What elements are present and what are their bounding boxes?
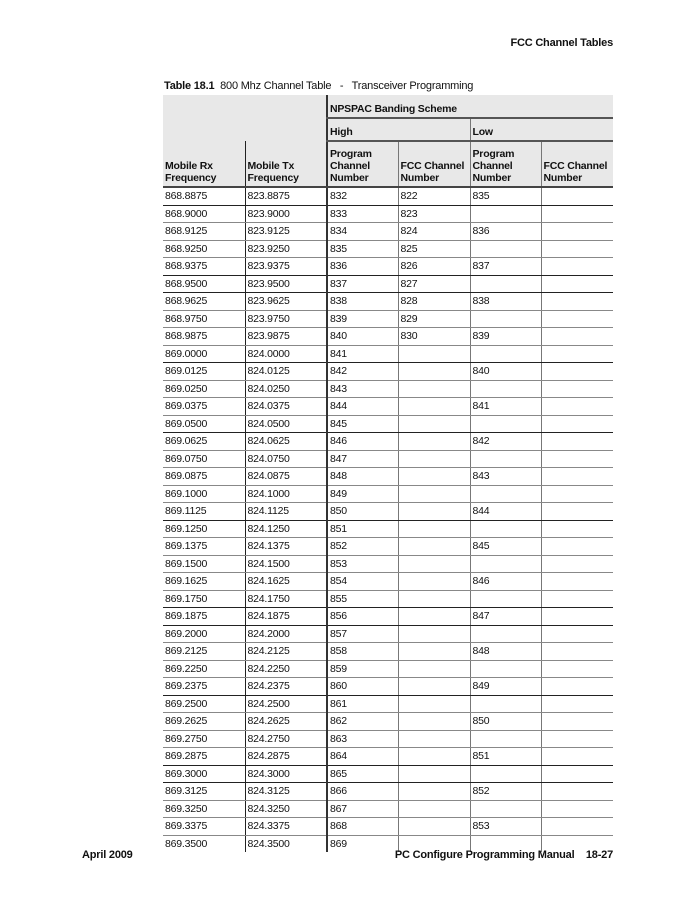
cell-low-program-channel	[470, 730, 541, 748]
cell-low-program-channel	[470, 555, 541, 573]
cell-high-program-channel: 861	[327, 695, 398, 713]
cell-mobile-rx: 869.1125	[163, 503, 245, 521]
table-row	[163, 748, 613, 766]
cell-low-fcc-channel	[541, 783, 613, 801]
cell-mobile-tx: 824.2750	[245, 730, 327, 748]
cell-low-fcc-channel	[541, 748, 613, 766]
cell-mobile-rx: 869.2000	[163, 625, 245, 643]
cell-high-fcc-channel	[398, 450, 470, 468]
cell-high-program-channel: 858	[327, 643, 398, 661]
cell-mobile-rx: 869.1000	[163, 485, 245, 503]
cell-mobile-tx: 824.2375	[245, 678, 327, 696]
cell-low-fcc-channel	[541, 590, 613, 608]
cell-low-program-channel: 840	[470, 363, 541, 381]
table-row	[163, 520, 613, 538]
cell-high-program-channel: 845	[327, 415, 398, 433]
header-high-fcc-channel-number: FCC Channel Number	[398, 141, 470, 187]
cell-low-fcc-channel	[541, 415, 613, 433]
cell-mobile-rx: 869.2125	[163, 643, 245, 661]
cell-mobile-tx: 823.8875	[245, 187, 327, 205]
cell-high-fcc-channel	[398, 590, 470, 608]
cell-high-program-channel: 869	[327, 835, 398, 852]
table-row	[163, 398, 613, 416]
header-mobile-rx-frequency: Mobile Rx Frequency	[163, 141, 245, 187]
cell-low-fcc-channel	[541, 660, 613, 678]
cell-low-fcc-channel	[541, 485, 613, 503]
table-caption	[164, 80, 473, 92]
cell-high-fcc-channel	[398, 468, 470, 486]
cell-low-fcc-channel	[541, 293, 613, 311]
cell-low-fcc-channel	[541, 205, 613, 223]
cell-mobile-tx: 824.0375	[245, 398, 327, 416]
cell-high-program-channel: 865	[327, 765, 398, 783]
table-row	[163, 538, 613, 556]
cell-high-fcc-channel	[398, 625, 470, 643]
cell-mobile-tx: 824.2625	[245, 713, 327, 731]
cell-high-program-channel: 853	[327, 555, 398, 573]
cell-low-fcc-channel	[541, 345, 613, 363]
cell-low-fcc-channel	[541, 678, 613, 696]
cell-low-fcc-channel	[541, 380, 613, 398]
cell-mobile-tx: 824.0750	[245, 450, 327, 468]
cell-low-fcc-channel	[541, 625, 613, 643]
cell-mobile-tx: 823.9125	[245, 223, 327, 241]
cell-high-fcc-channel	[398, 660, 470, 678]
cell-low-program-channel: 837	[470, 258, 541, 276]
cell-mobile-tx: 824.1500	[245, 555, 327, 573]
cell-high-fcc-channel	[398, 363, 470, 381]
cell-mobile-rx: 869.0000	[163, 345, 245, 363]
cell-high-fcc-channel: 823	[398, 205, 470, 223]
cell-low-program-channel: 838	[470, 293, 541, 311]
cell-low-program-channel: 850	[470, 713, 541, 731]
cell-high-program-channel: 839	[327, 310, 398, 328]
cell-low-program-channel	[470, 380, 541, 398]
cell-mobile-rx: 869.0125	[163, 363, 245, 381]
cell-mobile-tx: 824.1375	[245, 538, 327, 556]
table-row	[163, 468, 613, 486]
cell-high-fcc-channel: 827	[398, 275, 470, 293]
cell-high-program-channel: 860	[327, 678, 398, 696]
cell-high-program-channel: 843	[327, 380, 398, 398]
cell-mobile-tx: 823.9250	[245, 240, 327, 258]
cell-high-fcc-channel: 822	[398, 187, 470, 205]
cell-low-program-channel: 845	[470, 538, 541, 556]
cell-high-program-channel: 866	[327, 783, 398, 801]
cell-low-fcc-channel	[541, 223, 613, 241]
table-row	[163, 223, 613, 241]
cell-high-program-channel: 836	[327, 258, 398, 276]
cell-low-program-channel: 836	[470, 223, 541, 241]
cell-high-program-channel: 864	[327, 748, 398, 766]
cell-high-program-channel: 851	[327, 520, 398, 538]
table-row	[163, 415, 613, 433]
table-row	[163, 818, 613, 836]
table-row	[163, 503, 613, 521]
table-row	[163, 678, 613, 696]
cell-mobile-tx: 823.9875	[245, 328, 327, 346]
cell-high-fcc-channel	[398, 678, 470, 696]
cell-mobile-rx: 869.0250	[163, 380, 245, 398]
cell-low-program-channel: 842	[470, 433, 541, 451]
cell-low-fcc-channel	[541, 538, 613, 556]
cell-low-program-channel: 843	[470, 468, 541, 486]
table-row	[163, 310, 613, 328]
cell-mobile-tx: 824.3000	[245, 765, 327, 783]
cell-low-program-channel: 849	[470, 678, 541, 696]
table-row	[163, 433, 613, 451]
cell-low-program-channel	[470, 205, 541, 223]
cell-low-program-channel: 853	[470, 818, 541, 836]
cell-mobile-rx: 869.1625	[163, 573, 245, 591]
header-low-fcc-channel-number: FCC Channel Number	[541, 141, 613, 187]
cell-mobile-rx: 869.2250	[163, 660, 245, 678]
cell-high-program-channel: 847	[327, 450, 398, 468]
cell-mobile-tx: 824.0875	[245, 468, 327, 486]
cell-mobile-rx: 869.2750	[163, 730, 245, 748]
cell-low-program-channel: 844	[470, 503, 541, 521]
cell-high-fcc-channel: 828	[398, 293, 470, 311]
table-row	[163, 713, 613, 731]
cell-mobile-rx: 868.9125	[163, 223, 245, 241]
header-low: Low	[470, 118, 613, 141]
table-row	[163, 345, 613, 363]
cell-mobile-rx: 869.1375	[163, 538, 245, 556]
cell-mobile-rx: 868.9000	[163, 205, 245, 223]
cell-low-program-channel: 846	[470, 573, 541, 591]
cell-high-program-channel: 846	[327, 433, 398, 451]
cell-low-fcc-channel	[541, 310, 613, 328]
cell-high-program-channel: 857	[327, 625, 398, 643]
cell-high-fcc-channel	[398, 765, 470, 783]
cell-mobile-rx: 869.3250	[163, 800, 245, 818]
cell-low-program-channel: 847	[470, 608, 541, 626]
cell-mobile-rx: 869.2500	[163, 695, 245, 713]
cell-high-program-channel: 849	[327, 485, 398, 503]
cell-mobile-rx: 869.1750	[163, 590, 245, 608]
cell-mobile-tx: 824.2250	[245, 660, 327, 678]
cell-low-program-channel	[470, 240, 541, 258]
table-row	[163, 555, 613, 573]
cell-mobile-rx: 868.9500	[163, 275, 245, 293]
table-row	[163, 293, 613, 311]
cell-mobile-tx: 824.1750	[245, 590, 327, 608]
cell-low-fcc-channel	[541, 450, 613, 468]
table-row	[163, 783, 613, 801]
table-caption-text: 800 Mhz Channel Table - Transceiver Programming	[214, 80, 474, 92]
cell-mobile-rx: 869.0625	[163, 433, 245, 451]
cell-low-program-channel: 851	[470, 748, 541, 766]
cell-low-fcc-channel	[541, 503, 613, 521]
table-row	[163, 608, 613, 626]
cell-low-fcc-channel	[541, 608, 613, 626]
cell-low-program-channel	[470, 485, 541, 503]
cell-mobile-tx: 824.1000	[245, 485, 327, 503]
cell-high-program-channel: 832	[327, 187, 398, 205]
table-row	[163, 695, 613, 713]
running-head: FCC Channel Tables	[510, 37, 613, 49]
cell-low-program-channel	[470, 695, 541, 713]
table-row	[163, 187, 613, 205]
cell-high-fcc-channel	[398, 643, 470, 661]
cell-low-fcc-channel	[541, 187, 613, 205]
table-row	[163, 258, 613, 276]
cell-low-fcc-channel	[541, 573, 613, 591]
table-row	[163, 380, 613, 398]
cell-mobile-rx: 868.9625	[163, 293, 245, 311]
cell-high-program-channel: 837	[327, 275, 398, 293]
cell-high-program-channel: 868	[327, 818, 398, 836]
cell-high-fcc-channel: 826	[398, 258, 470, 276]
cell-mobile-tx: 824.1625	[245, 573, 327, 591]
cell-high-program-channel: 848	[327, 468, 398, 486]
cell-low-program-channel	[470, 660, 541, 678]
cell-mobile-rx: 869.0875	[163, 468, 245, 486]
cell-mobile-rx: 869.3000	[163, 765, 245, 783]
cell-mobile-tx: 823.9375	[245, 258, 327, 276]
cell-high-fcc-channel	[398, 485, 470, 503]
cell-mobile-rx: 869.1500	[163, 555, 245, 573]
table-row	[163, 363, 613, 381]
cell-low-fcc-channel	[541, 765, 613, 783]
cell-low-program-channel	[470, 625, 541, 643]
cell-mobile-tx: 824.3500	[245, 835, 327, 852]
cell-mobile-tx: 824.1250	[245, 520, 327, 538]
cell-mobile-tx: 824.2875	[245, 748, 327, 766]
cell-mobile-tx: 823.9750	[245, 310, 327, 328]
cell-low-program-channel: 852	[470, 783, 541, 801]
cell-high-fcc-channel	[398, 748, 470, 766]
cell-low-program-channel	[470, 450, 541, 468]
cell-low-fcc-channel	[541, 520, 613, 538]
table-caption-label: Table 18.1	[164, 80, 215, 92]
cell-high-program-channel: 852	[327, 538, 398, 556]
cell-mobile-tx: 824.1875	[245, 608, 327, 626]
cell-high-fcc-channel	[398, 433, 470, 451]
cell-low-fcc-channel	[541, 818, 613, 836]
cell-mobile-rx: 869.3375	[163, 818, 245, 836]
cell-high-fcc-channel: 830	[398, 328, 470, 346]
cell-low-program-channel: 835	[470, 187, 541, 205]
table-row	[163, 240, 613, 258]
cell-high-fcc-channel	[398, 415, 470, 433]
cell-high-fcc-channel: 829	[398, 310, 470, 328]
cell-mobile-tx: 824.0250	[245, 380, 327, 398]
cell-high-fcc-channel	[398, 695, 470, 713]
header-mobile-tx-frequency: Mobile Tx Frequency	[245, 141, 327, 187]
cell-mobile-tx: 823.9500	[245, 275, 327, 293]
cell-mobile-tx: 823.9625	[245, 293, 327, 311]
cell-mobile-tx: 824.3250	[245, 800, 327, 818]
cell-mobile-tx: 824.0125	[245, 363, 327, 381]
header-empty-cell	[163, 95, 327, 141]
footer-date: April 2009	[82, 849, 133, 861]
table-row	[163, 590, 613, 608]
header-npspac-banding-scheme: NPSPAC Banding Scheme	[327, 95, 613, 118]
cell-low-fcc-channel	[541, 555, 613, 573]
cell-mobile-tx: 824.0500	[245, 415, 327, 433]
cell-high-program-channel: 841	[327, 345, 398, 363]
cell-low-fcc-channel	[541, 258, 613, 276]
cell-mobile-rx: 869.2375	[163, 678, 245, 696]
cell-low-program-channel	[470, 275, 541, 293]
cell-high-fcc-channel	[398, 800, 470, 818]
cell-low-fcc-channel	[541, 800, 613, 818]
table-row	[163, 328, 613, 346]
cell-high-fcc-channel	[398, 503, 470, 521]
cell-high-fcc-channel	[398, 520, 470, 538]
cell-high-program-channel: 859	[327, 660, 398, 678]
cell-mobile-tx: 824.1125	[245, 503, 327, 521]
cell-high-program-channel: 867	[327, 800, 398, 818]
cell-mobile-rx: 868.9375	[163, 258, 245, 276]
cell-high-program-channel: 840	[327, 328, 398, 346]
cell-mobile-rx: 868.8875	[163, 187, 245, 205]
table-row	[163, 765, 613, 783]
cell-high-program-channel: 856	[327, 608, 398, 626]
cell-high-program-channel: 834	[327, 223, 398, 241]
cell-high-fcc-channel	[398, 538, 470, 556]
cell-mobile-rx: 869.1875	[163, 608, 245, 626]
cell-mobile-rx: 869.2625	[163, 713, 245, 731]
cell-high-fcc-channel	[398, 380, 470, 398]
cell-high-program-channel: 855	[327, 590, 398, 608]
table-row	[163, 450, 613, 468]
cell-low-program-channel: 841	[470, 398, 541, 416]
cell-low-program-channel	[470, 310, 541, 328]
table-row	[163, 573, 613, 591]
cell-mobile-tx: 823.9000	[245, 205, 327, 223]
table-row	[163, 660, 613, 678]
cell-low-fcc-channel	[541, 433, 613, 451]
cell-mobile-tx: 824.0625	[245, 433, 327, 451]
cell-high-program-channel: 835	[327, 240, 398, 258]
cell-mobile-rx: 869.0750	[163, 450, 245, 468]
cell-low-program-channel	[470, 800, 541, 818]
table-row	[163, 800, 613, 818]
table-row	[163, 625, 613, 643]
cell-high-fcc-channel	[398, 818, 470, 836]
cell-high-fcc-channel	[398, 398, 470, 416]
cell-mobile-tx: 824.3125	[245, 783, 327, 801]
cell-high-program-channel: 842	[327, 363, 398, 381]
cell-low-fcc-channel	[541, 363, 613, 381]
cell-mobile-tx: 824.2125	[245, 643, 327, 661]
footer-manual-page: PC Configure Programming Manual 18-27	[394, 849, 613, 861]
cell-low-program-channel	[470, 765, 541, 783]
cell-high-program-channel: 850	[327, 503, 398, 521]
cell-high-program-channel: 854	[327, 573, 398, 591]
cell-high-fcc-channel	[398, 555, 470, 573]
cell-mobile-rx: 869.3125	[163, 783, 245, 801]
cell-low-program-channel: 848	[470, 643, 541, 661]
cell-low-program-channel	[470, 520, 541, 538]
cell-low-fcc-channel	[541, 240, 613, 258]
cell-low-fcc-channel	[541, 730, 613, 748]
cell-low-program-channel	[470, 415, 541, 433]
cell-high-fcc-channel	[398, 783, 470, 801]
cell-low-fcc-channel	[541, 468, 613, 486]
cell-mobile-tx: 824.3375	[245, 818, 327, 836]
cell-high-fcc-channel: 824	[398, 223, 470, 241]
table-row	[163, 730, 613, 748]
cell-high-fcc-channel	[398, 608, 470, 626]
cell-low-fcc-channel	[541, 695, 613, 713]
table-row	[163, 205, 613, 223]
cell-low-program-channel	[470, 345, 541, 363]
cell-high-fcc-channel	[398, 730, 470, 748]
cell-mobile-rx: 869.0375	[163, 398, 245, 416]
cell-high-fcc-channel: 825	[398, 240, 470, 258]
cell-low-program-channel: 839	[470, 328, 541, 346]
cell-low-program-channel	[470, 590, 541, 608]
cell-low-fcc-channel	[541, 713, 613, 731]
table-row	[163, 275, 613, 293]
cell-mobile-rx: 869.0500	[163, 415, 245, 433]
cell-mobile-tx: 824.0000	[245, 345, 327, 363]
table-row	[163, 643, 613, 661]
cell-low-fcc-channel	[541, 328, 613, 346]
cell-low-fcc-channel	[541, 398, 613, 416]
header-high-program-channel-number: Program Channel Number	[327, 141, 398, 187]
cell-mobile-rx: 869.3500	[165, 837, 208, 850]
cell-high-fcc-channel	[398, 345, 470, 363]
cell-low-fcc-channel	[541, 643, 613, 661]
cell-mobile-rx: 868.9250	[163, 240, 245, 258]
cell-high-program-channel: 844	[327, 398, 398, 416]
channel-table	[163, 95, 613, 852]
cell-high-fcc-channel	[398, 713, 470, 731]
cell-low-fcc-channel	[541, 275, 613, 293]
cell-high-program-channel: 863	[327, 730, 398, 748]
cell-high-program-channel: 833	[327, 205, 398, 223]
cell-mobile-tx: 824.2000	[245, 625, 327, 643]
cell-high-program-channel: 838	[327, 293, 398, 311]
header-high: High	[327, 118, 470, 141]
cell-high-fcc-channel	[398, 573, 470, 591]
table-row	[163, 485, 613, 503]
channel-table-body	[163, 187, 613, 852]
cell-mobile-rx: 869.1250	[163, 520, 245, 538]
cell-mobile-rx: 868.9750	[163, 310, 245, 328]
cell-high-program-channel: 862	[327, 713, 398, 731]
cell-mobile-rx: 868.9875	[163, 328, 245, 346]
cell-mobile-tx: 824.2500	[245, 695, 327, 713]
cell-mobile-rx: 869.2875	[163, 748, 245, 766]
header-low-program-channel-number: Program Channel Number	[470, 141, 541, 187]
